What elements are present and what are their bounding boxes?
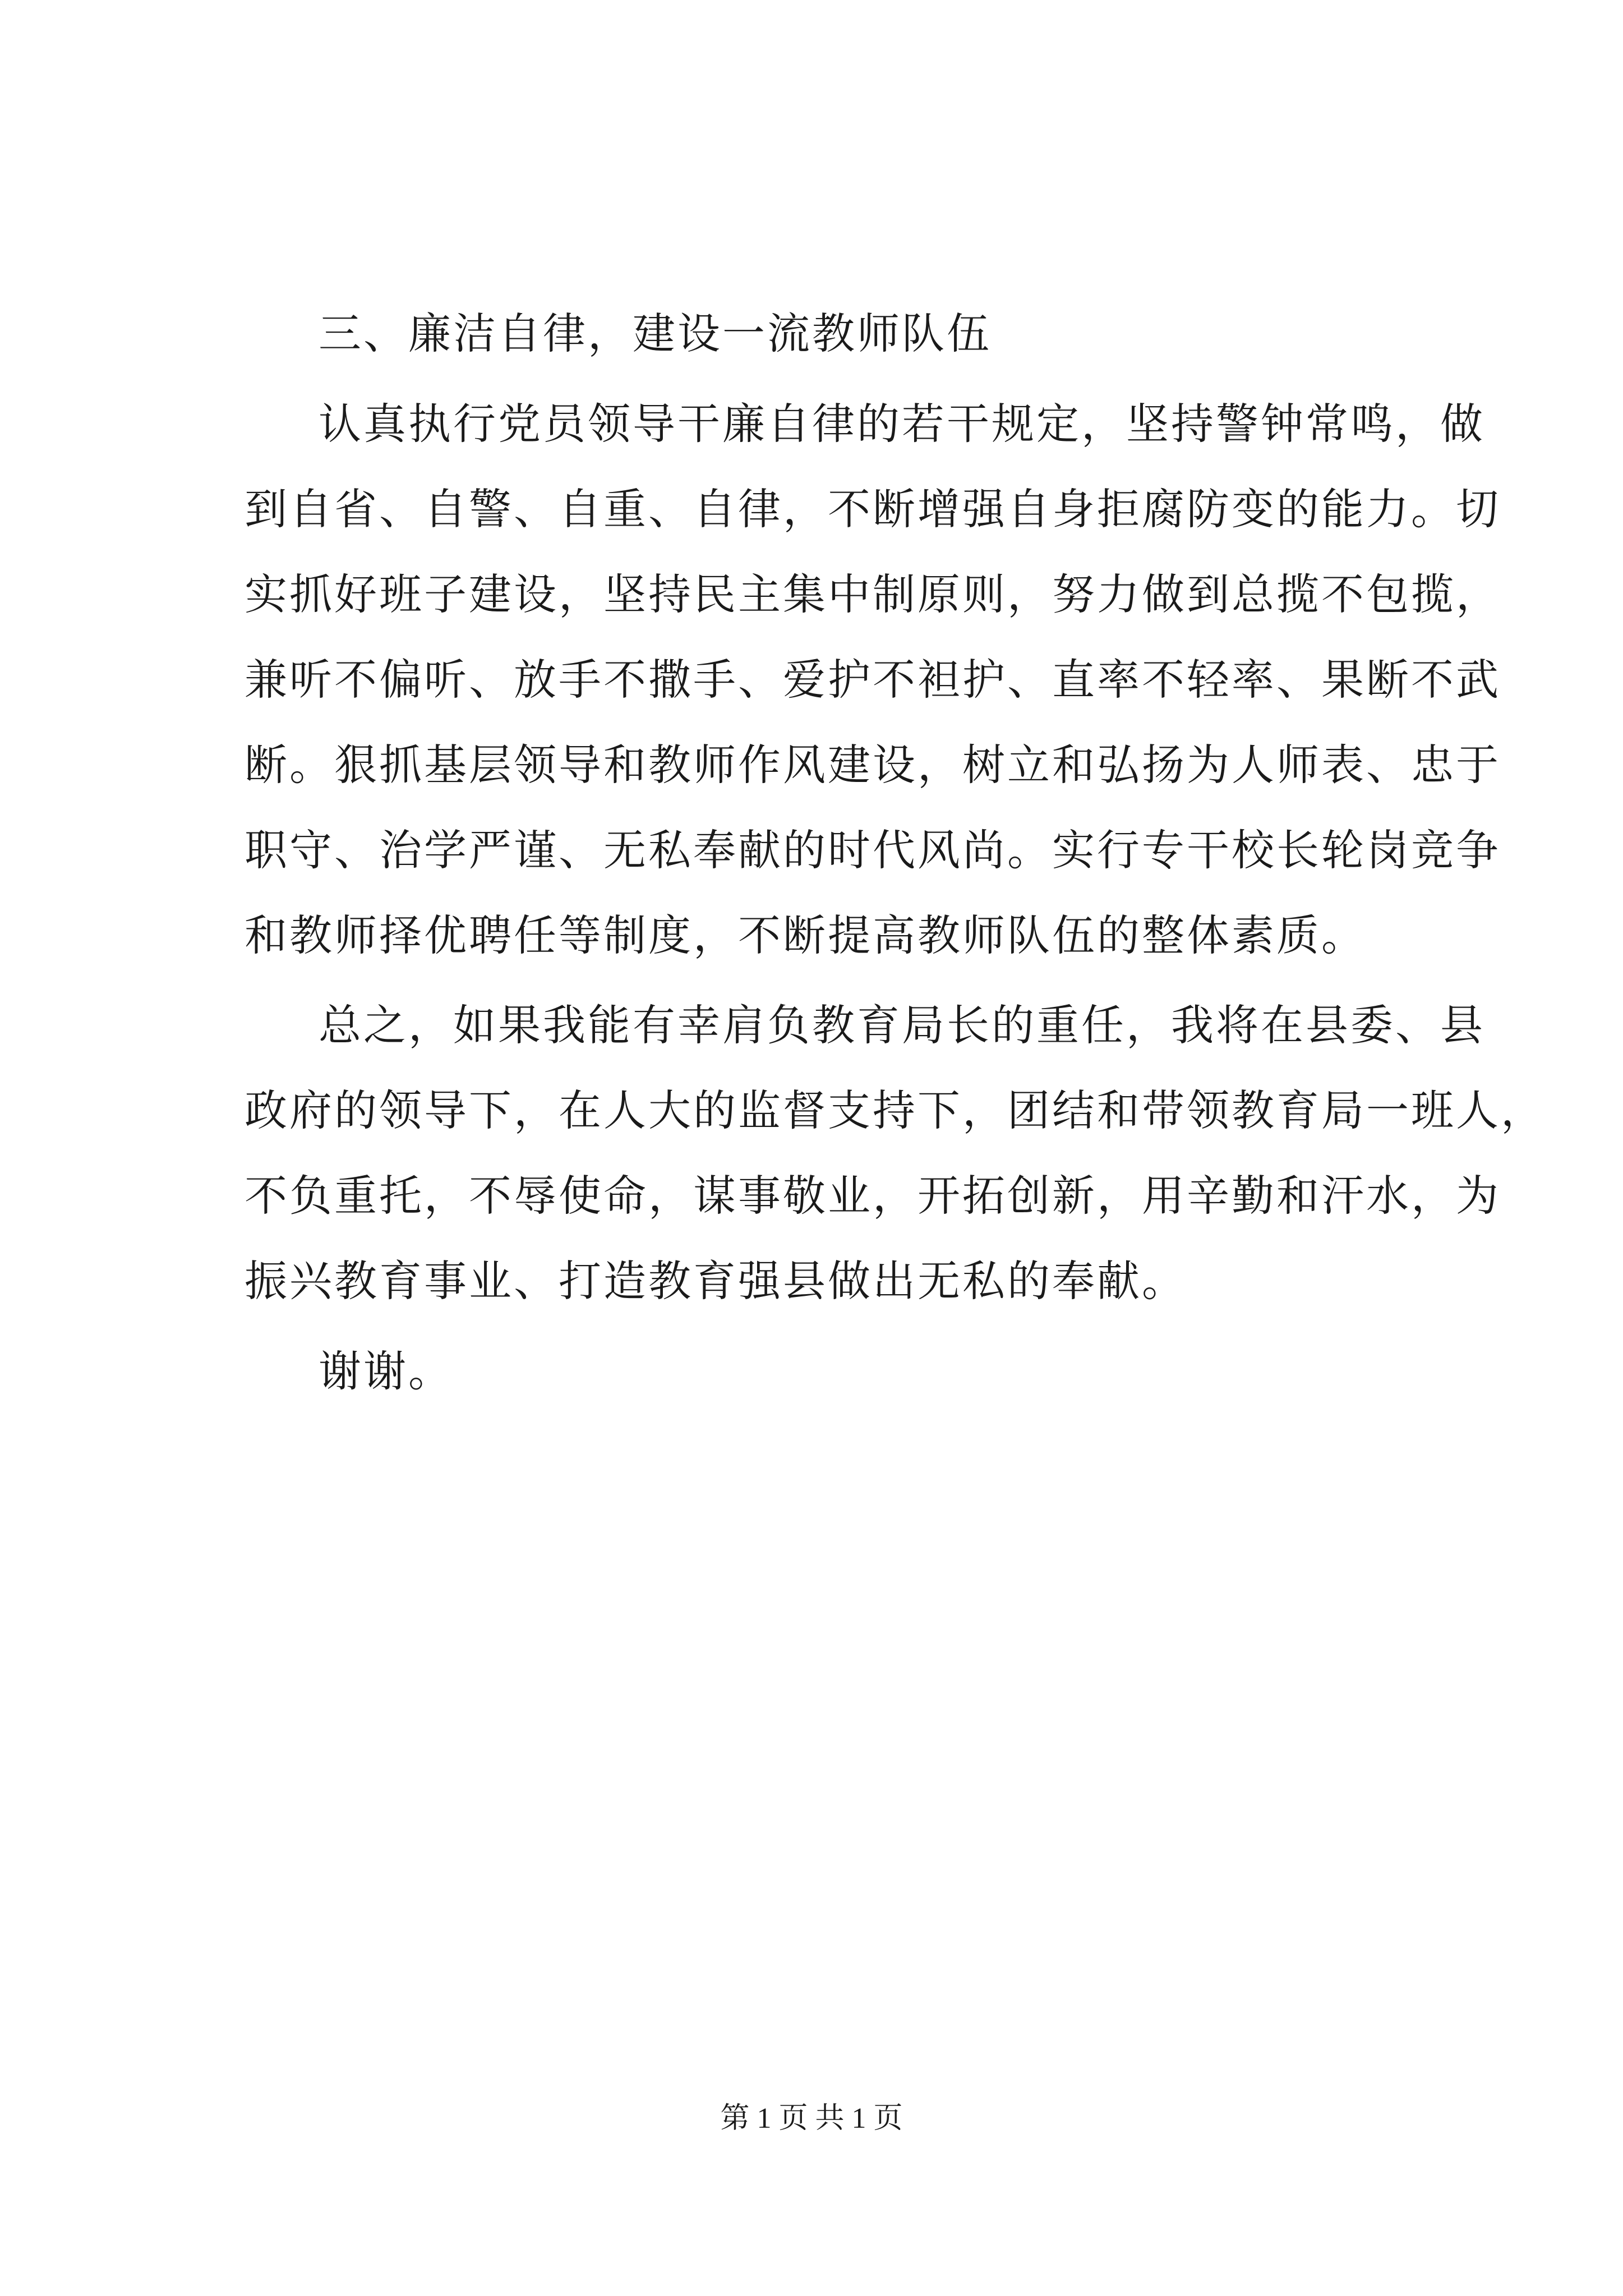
paragraph-1-line-5: 断。狠抓基层领导和教师作风建设，树立和弘扬为人师表、忠于 (245, 740, 1501, 790)
paragraph-1-line-7: 和教师择优聘任等制度，不断提高教师队伍的整体素质。 (245, 910, 1366, 960)
paragraph-1-line-1: 认真执行党员领导干廉自律的若干规定，坚持警钟常鸣，做 (319, 399, 1485, 449)
paragraph-1-line-4: 兼听不偏听、放手不撒手、爱护不袒护、直率不轻率、果断不武 (245, 655, 1501, 705)
paragraph-1-line-2: 到自省、自警、自重、自律，不断增强自身拒腐防变的能力。切 (245, 484, 1501, 534)
page-number-footer: 第 1 页 共 1 页 (720, 2102, 903, 2134)
paragraph-2-line-1: 总之，如果我能有幸肩负教育局长的重任，我将在县委、县 (319, 1000, 1485, 1050)
paragraph-2-line-2: 政府的领导下，在人大的监督支持下，团结和带领教育局一班人， (245, 1085, 1546, 1135)
paragraph-2-line-3: 不负重托，不辱使命，谋事敬业，开拓创新，用辛勤和汗水，为 (245, 1171, 1501, 1221)
section-heading: 三、廉洁自律，建设一流教师队伍 (319, 309, 992, 358)
paragraph-2-line-4: 振兴教育事业、打造教育强县做出无私的奉献。 (245, 1256, 1187, 1306)
paragraph-1-line-6: 职守、治学严谨、无私奉献的时代风尚。实行专干校长轮岗竞争 (245, 825, 1501, 875)
closing-text: 谢谢。 (319, 1346, 453, 1396)
paragraph-1-line-3: 实抓好班子建设，坚持民主集中制原则，努力做到总揽不包揽， (245, 569, 1501, 619)
